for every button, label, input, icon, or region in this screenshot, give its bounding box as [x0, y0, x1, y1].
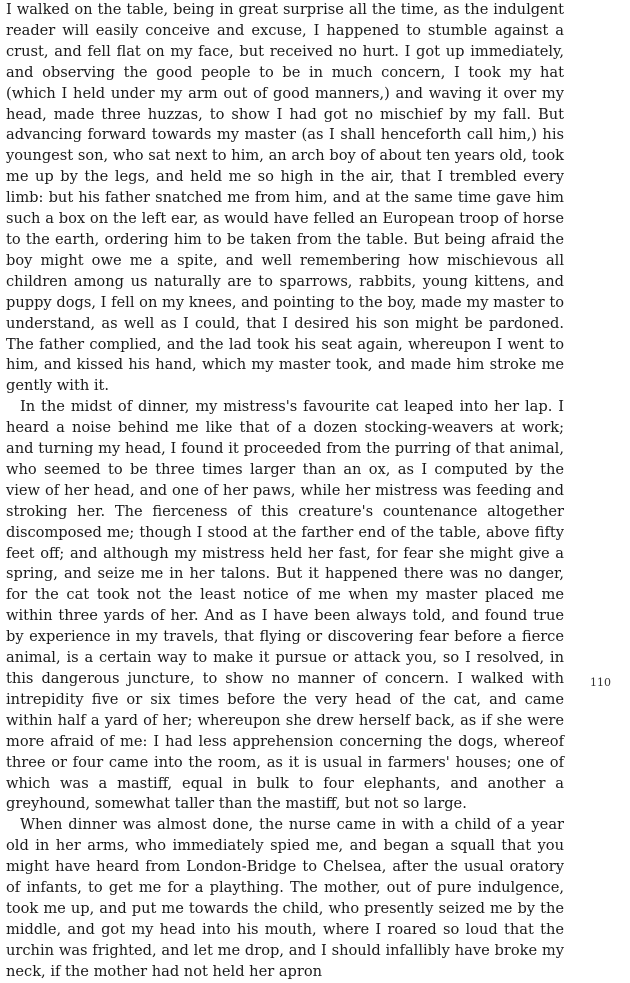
page-number: 110	[590, 676, 611, 689]
paragraph-2: In the midst of dinner, my mistress's favourite cat leaped into her lap. I heard a noise behind me like that of a dozen stocking-weavers at work; and turning my head, I found it proceeded from the purring of that animal, who seemed to be three times larger than an ox, as I computed by the view of her head, and one of her paws, while her mistress was feeding and stroking her. The fierceness of this creature's countenance altogether discomposed me; though I stood at the farther end of the table, above fifty feet off; and although my mistress held her fast, for fear she might give a spring, and seize me in her talons. But it happened there was no danger, for the cat took not the least notice of me when my master placed me within three yards of her. And as I have been always told, and found true by experience in my travels, that flying or discovering fear before a fierce animal, is a certain way to make it pursue or attack you, so I resolved, in this dangerous juncture, to show no manner of concern. I walked with intrepidity five or six times before the very head of the cat, and came within half a yard of her; whereupon she drew herself back, as if she were more afraid of me: I had less apprehension concerning the dogs, whereof three or four came into the room, as it is usual in farmers' houses; one of which was a mastiff, equal in bulk to four elephants, and another a greyhound, somewhat taller than the mastiff, but not so large.	[6, 398, 564, 813]
paragraph-1: I walked on the table, being in great surprise all the time, as the indulgent reader will easily conceive and excuse, I happened to stumble against a crust, and fell flat on my face, but received no hurt. I got up immediately, and observing the good people to be in much concern, I took my hat (which I held under my arm out of good manners,) and waving it over my head, made three huzzas, to show I had got no mischief by my fall. But advancing forward towards my master (as I shall henceforth call him,) his youngest son, who sat next to him, an arch boy of about ten years old, took me up by the legs, and held me so high in the air, that I trembled every limb: but his father snatched me from him, and at the same time gave him such a box on the left ear, as would have felled an European troop of horse to the earth, ordering him to be taken from the table. But being afraid the boy might owe me a spite, and well remembering how mischievous all children among us naturally are to sparrows, rabbits, young kittens, and puppy dogs, I fell on my knees, and pointing to the boy, made my master to understand, as well as I could, that I desired his son might be pardoned. The father complied, and the lad took his seat again, whereupon I went to him, and kissed his hand, which my master took, and made him stroke me gently with it.	[6, 1, 564, 395]
paragraph-3: When dinner was almost done, the nurse came in with a child of a year old in her arms, who immediately spied me, and began a squall that you might have heard from London-Bridge to Chelsea, after the usual oratory of infants, to get me for a plaything. The mother, out of pure indulgence, took me up, and put me towards the child, who presently seized me by the middle, and got my head into his mouth, where I roared so loud that the urchin was frighted, and let me drop, and I should infallibly have broke my neck, if the mother had not held her apron	[6, 816, 564, 980]
document-page	[6, 0, 564, 983]
